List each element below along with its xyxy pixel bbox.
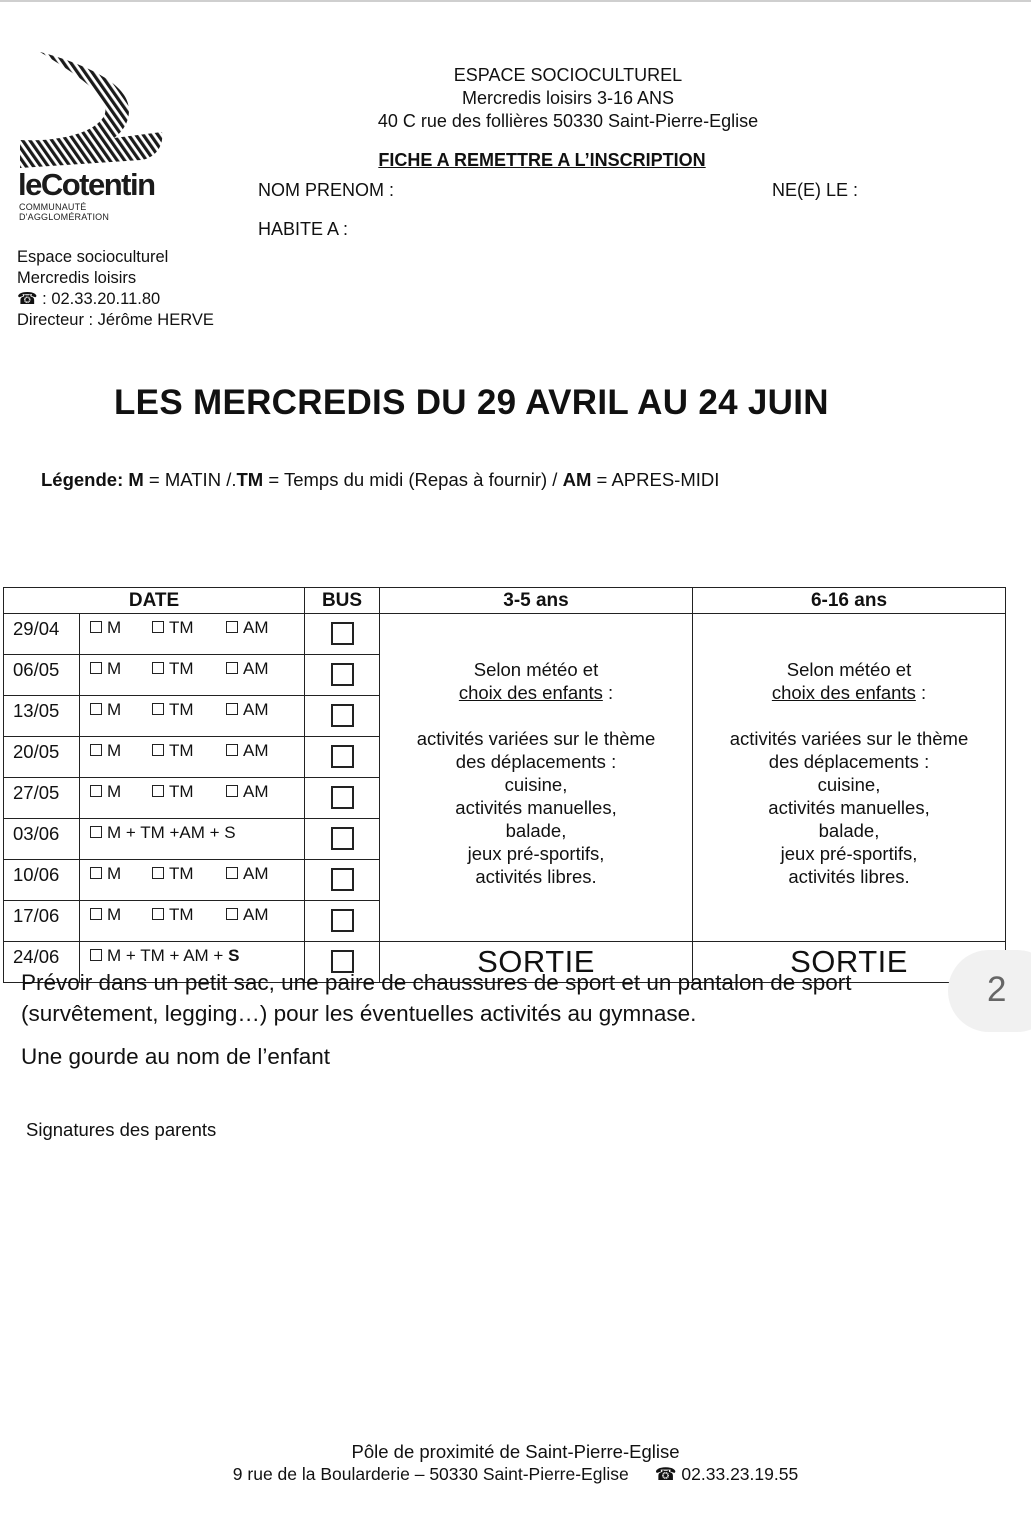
bus-cell — [305, 655, 380, 696]
full-day-label: M + TM +AM + S — [107, 823, 236, 842]
footer-address-line — [0, 1463, 1031, 1486]
slot-cell — [80, 860, 305, 901]
full-day-label: M + TM + AM + — [107, 946, 229, 965]
footer-address: 9 rue de la Boularderie – 50330 Saint-Pierre-Eglise — [232, 1464, 629, 1484]
legend-key: M — [128, 469, 144, 490]
slot-label: AM — [243, 864, 269, 883]
afternoon-checkbox[interactable] — [226, 621, 238, 633]
top-border — [0, 0, 1031, 2]
slot-label: M — [107, 659, 122, 678]
footer-phone: 02.33.23.19.55 — [676, 1464, 799, 1484]
director: Directeur : Jérôme HERVE — [17, 311, 214, 329]
slot-label: TM — [169, 864, 194, 883]
activities-3-5 — [380, 614, 693, 942]
afternoon-checkbox[interactable] — [226, 908, 238, 920]
legend-text: = MATIN /. — [143, 469, 237, 490]
date-cell: 06/05 — [4, 655, 80, 696]
full-day-checkbox[interactable] — [90, 949, 102, 961]
slot-cell — [80, 614, 305, 655]
date-cell: 13/05 — [4, 696, 80, 737]
contact-line: Mercredis loisirs — [17, 269, 137, 287]
logo-subtitle: COMMUNAUTÉ D'AGGLOMÉRATION — [19, 202, 110, 222]
afternoon-checkbox[interactable] — [226, 703, 238, 715]
bus-checkbox[interactable] — [331, 663, 354, 686]
activity-line: activités manuelles, — [455, 797, 617, 818]
footer-title: Pôle de proximité de Saint-Pierre-Eglise — [351, 1441, 680, 1462]
contact-block — [17, 247, 214, 331]
bus-checkbox[interactable] — [331, 704, 354, 727]
date-cell: 24/06 — [4, 942, 80, 983]
logo-wordmark: leCotentin — [18, 167, 155, 202]
slot-label: M — [107, 618, 122, 637]
slot-label: AM — [243, 700, 269, 719]
activity-line: Selon météo et — [473, 659, 599, 680]
slot-cell — [80, 778, 305, 819]
slot-label: TM — [169, 741, 194, 760]
noon-checkbox[interactable] — [152, 662, 164, 674]
slot-label: AM — [243, 741, 269, 760]
footer — [0, 1440, 1031, 1486]
legend — [41, 469, 719, 491]
bird-logo-icon — [16, 50, 176, 170]
afternoon-checkbox[interactable] — [226, 785, 238, 797]
activity-line: jeux pré-sportifs, — [780, 843, 918, 864]
slot-label: AM — [243, 659, 269, 678]
bus-checkbox[interactable] — [331, 868, 354, 891]
activity-line: balade, — [505, 820, 567, 841]
slot-label: M — [107, 905, 122, 924]
slot-label: TM — [169, 659, 194, 678]
bus-checkbox[interactable] — [331, 622, 354, 645]
lecotentin-logo — [16, 50, 176, 222]
bus-cell — [305, 819, 380, 860]
slot-label: AM — [243, 618, 269, 637]
header-line: 40 C rue des follières 50330 Saint-Pierre-Eglise — [377, 111, 759, 131]
full-day-checkbox[interactable] — [90, 826, 102, 838]
activity-line: cuisine, — [817, 774, 881, 795]
activity-line: activités libres. — [475, 866, 597, 887]
date-cell: 10/06 — [4, 860, 80, 901]
date-cell: 20/05 — [4, 737, 80, 778]
bus-cell — [305, 737, 380, 778]
table-row — [4, 614, 1006, 655]
legend-text: = Temps du midi (Repas à fournir) / — [263, 469, 563, 490]
slot-cell — [80, 737, 305, 778]
activity-line: jeux pré-sportifs, — [467, 843, 605, 864]
noon-checkbox[interactable] — [152, 621, 164, 633]
bus-checkbox[interactable] — [331, 827, 354, 850]
page-number: 2 — [987, 970, 1007, 1009]
bus-checkbox[interactable] — [331, 745, 354, 768]
date-cell: 29/04 — [4, 614, 80, 655]
activity-line: activités variées sur le thème — [729, 728, 969, 749]
name-field-label: NOM PRENOM : — [258, 180, 395, 200]
schedule-table — [3, 587, 1006, 983]
header-line: ESPACE SOCIOCULTUREL — [453, 65, 683, 85]
slot-label: TM — [169, 618, 194, 637]
phone-number: : 02.33.20.11.80 — [42, 290, 161, 308]
bus-header: BUS — [305, 588, 380, 614]
slot-label: TM — [169, 782, 194, 801]
morning-checkbox[interactable] — [90, 662, 102, 674]
header-address — [338, 64, 798, 133]
activity-line: activités libres. — [788, 866, 910, 887]
bus-cell — [305, 860, 380, 901]
bus-checkbox[interactable] — [331, 786, 354, 809]
phone-icon: ☎ — [17, 290, 38, 308]
date-cell: 17/06 — [4, 901, 80, 942]
morning-checkbox[interactable] — [90, 703, 102, 715]
bus-cell — [305, 778, 380, 819]
afternoon-checkbox[interactable] — [226, 744, 238, 756]
table-header-row — [4, 588, 1006, 614]
contact-line: Espace socioculturel — [17, 248, 169, 266]
slot-label: TM — [169, 700, 194, 719]
noon-checkbox[interactable] — [152, 908, 164, 920]
date-cell: 03/06 — [4, 819, 80, 860]
form-title: FICHE A REMETTRE A L’INSCRIPTION — [378, 150, 706, 170]
activity-line: : — [915, 682, 927, 703]
morning-checkbox[interactable] — [90, 621, 102, 633]
activity-line: choix des enfants — [458, 682, 603, 703]
activity-line: cuisine, — [504, 774, 568, 795]
morning-checkbox[interactable] — [90, 867, 102, 879]
activity-line: balade, — [818, 820, 880, 841]
slot-cell — [80, 901, 305, 942]
slot-label: TM — [169, 905, 194, 924]
phone-icon: ☎ — [654, 1464, 677, 1484]
age-6-16-header: 6-16 ans — [693, 588, 1006, 614]
morning-checkbox[interactable] — [90, 785, 102, 797]
activity-line: choix des enfants — [771, 682, 916, 703]
slot-label: AM — [243, 905, 269, 924]
bottle-instruction: Une gourde au nom de l’enfant — [21, 1044, 330, 1069]
legend-key: TM — [236, 469, 264, 490]
slot-label: M — [107, 700, 122, 719]
date-header: DATE — [4, 588, 305, 614]
legend-label: Légende: — [41, 469, 124, 490]
bus-cell — [305, 696, 380, 737]
header-line: Mercredis loisirs 3-16 ANS — [461, 88, 675, 108]
bus-cell — [305, 614, 380, 655]
contact-phone — [17, 289, 214, 310]
birth-date-label: NE(E) LE : — [772, 180, 859, 200]
outing-3-5: SORTIE — [380, 942, 693, 983]
page-title: LES MERCREDIS DU 29 AVRIL AU 24 JUIN — [114, 383, 829, 422]
full-day-label: S — [228, 946, 240, 965]
activities-6-16 — [693, 614, 1006, 942]
activity-line: : — [602, 682, 614, 703]
legend-text: = APRES-MIDI — [591, 469, 720, 490]
slot-cell — [80, 655, 305, 696]
date-cell: 27/05 — [4, 778, 80, 819]
afternoon-checkbox[interactable] — [226, 662, 238, 674]
noon-checkbox[interactable] — [152, 744, 164, 756]
bus-checkbox[interactable] — [331, 909, 354, 932]
afternoon-checkbox[interactable] — [226, 867, 238, 879]
slot-cell — [80, 696, 305, 737]
address-field-label: HABITE A : — [258, 219, 349, 239]
legend-key: AM — [562, 469, 592, 490]
morning-checkbox[interactable] — [90, 744, 102, 756]
bag-instructions: Prévoir dans un petit sac, une paire de chaussures de sport et un pantalon de sport (survêtement, legging…) pour les éventuelles activités au gymnase. — [21, 970, 852, 1026]
noon-checkbox[interactable] — [152, 785, 164, 797]
slot-label: M — [107, 864, 122, 883]
age-3-5-header: 3-5 ans — [380, 588, 693, 614]
activity-line: activités manuelles, — [768, 797, 930, 818]
activity-line: des déplacements : — [768, 751, 930, 772]
signature-label: Signatures des parents — [26, 1119, 217, 1140]
slot-label: M — [107, 741, 122, 760]
activity-line: des déplacements : — [455, 751, 617, 772]
slot-label: AM — [243, 782, 269, 801]
activity-line: Selon météo et — [786, 659, 912, 680]
noon-checkbox[interactable] — [152, 703, 164, 715]
activity-line: activités variées sur le thème — [416, 728, 656, 749]
slot-cell — [80, 819, 305, 860]
morning-checkbox[interactable] — [90, 908, 102, 920]
bus-cell — [305, 901, 380, 942]
outing-6-16: SORTIE — [693, 942, 1006, 983]
slot-label: M — [107, 782, 122, 801]
noon-checkbox[interactable] — [152, 867, 164, 879]
